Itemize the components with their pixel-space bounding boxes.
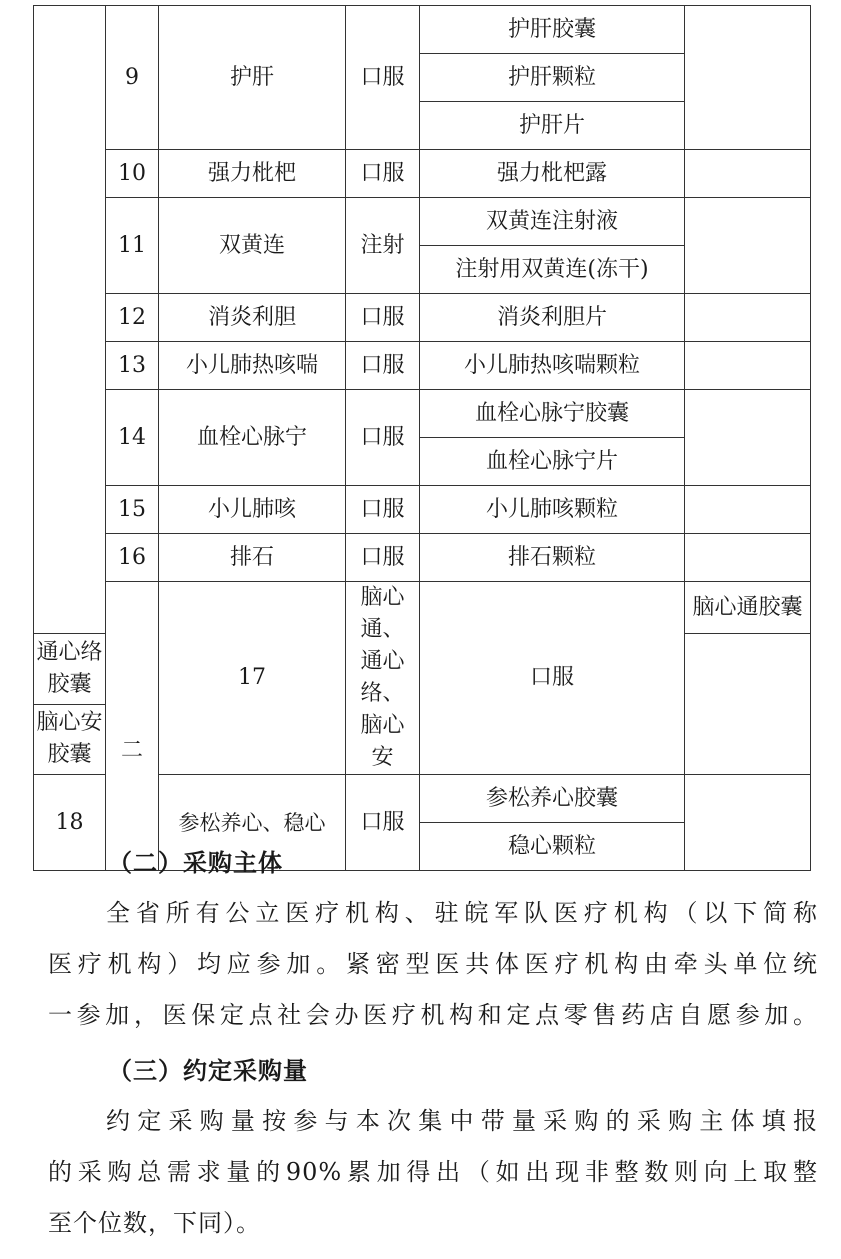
row-number: 10	[106, 150, 159, 198]
drug-name: 排石	[159, 534, 346, 582]
product-name: 血栓心脉宁片	[420, 438, 685, 486]
table-row	[34, 342, 811, 390]
product-name: 通心络胶囊	[34, 634, 106, 704]
product-name: 小儿肺热咳喘颗粒	[420, 342, 685, 390]
remark-cell	[685, 486, 811, 534]
product-name: 护肝颗粒	[420, 54, 685, 102]
route: 口服	[346, 534, 420, 582]
paragraph-purchasers	[48, 888, 818, 1041]
route: 口服	[420, 582, 685, 775]
remark-cell	[685, 534, 811, 582]
remark-cell	[685, 6, 811, 150]
drug-name: 消炎利胆	[159, 294, 346, 342]
row-number: 15	[106, 486, 159, 534]
row-number: 14	[106, 390, 159, 486]
table-row	[34, 294, 811, 342]
paragraph-line: 全省所有公立医疗机构、驻皖军队医疗机构（以下简称	[106, 899, 818, 927]
row-number: 9	[106, 6, 159, 150]
drug-table	[33, 5, 811, 871]
paragraph-volume	[48, 1096, 818, 1249]
drug-name: 双黄连	[159, 198, 346, 294]
section-heading-volume: （三）约定采购量	[108, 1057, 308, 1085]
route: 口服	[346, 486, 420, 534]
remark-cell	[685, 390, 811, 486]
row-number: 18	[34, 775, 106, 871]
section-heading-purchasers: （二）采购主体	[108, 849, 283, 877]
drug-name: 强力枇杷	[159, 150, 346, 198]
product-name: 脑心安胶囊	[34, 704, 106, 775]
row-number: 17	[159, 582, 346, 775]
route: 口服	[346, 775, 420, 871]
route: 口服	[346, 342, 420, 390]
group-label: 二	[106, 582, 159, 871]
row-number: 11	[106, 198, 159, 294]
product-name: 注射用双黄连(冻干)	[420, 246, 685, 294]
product-name: 排石颗粒	[420, 534, 685, 582]
product-name: 强力枇杷露	[420, 150, 685, 198]
table-row	[34, 150, 811, 198]
product-name: 小儿肺咳颗粒	[420, 486, 685, 534]
table-row	[34, 534, 811, 582]
paragraph-line: 的采购总需求量的90%累加得出（如出现非整数则向上取整	[48, 1158, 818, 1186]
product-name: 双黄连注射液	[420, 198, 685, 246]
product-name: 血栓心脉宁胶囊	[420, 390, 685, 438]
table-row	[34, 390, 811, 438]
remark-cell	[685, 150, 811, 198]
drug-name: 小儿肺热咳喘	[159, 342, 346, 390]
drug-name: 参松养心、稳心	[159, 775, 346, 871]
table-row	[34, 486, 811, 534]
paragraph-line: 至个位数，下同）。	[48, 1209, 261, 1237]
product-name: 稳心颗粒	[420, 823, 685, 871]
paragraph-line: 约定采购量按参与本次集中带量采购的采购主体填报	[106, 1107, 818, 1135]
table-row	[34, 198, 811, 246]
product-name: 护肝片	[420, 102, 685, 150]
product-name: 参松养心胶囊	[420, 775, 685, 823]
paragraph-line: 医疗机构）均应参加。紧密型医共体医疗机构由牵头单位统	[48, 950, 818, 978]
product-name: 消炎利胆片	[420, 294, 685, 342]
drug-name: 血栓心脉宁	[159, 390, 346, 486]
row-number: 16	[106, 534, 159, 582]
paragraph-line: 一参加，医保定点社会办医疗机构和定点零售药店自愿参加。	[48, 1001, 818, 1029]
remark-cell	[685, 198, 811, 294]
drug-name: 小儿肺咳	[159, 486, 346, 534]
route: 注射	[346, 198, 420, 294]
group-cell-one	[34, 6, 106, 634]
drug-name: 脑心通、通心络、脑心安	[346, 582, 420, 775]
row-number: 12	[106, 294, 159, 342]
route: 口服	[346, 6, 420, 150]
product-name: 护肝胶囊	[420, 6, 685, 54]
route: 口服	[346, 294, 420, 342]
remark-cell	[685, 342, 811, 390]
remark-cell	[685, 294, 811, 342]
drug-name: 护肝	[159, 6, 346, 150]
product-name: 脑心通胶囊	[685, 582, 811, 634]
route: 口服	[346, 150, 420, 198]
table-row	[34, 582, 811, 634]
row-number: 13	[106, 342, 159, 390]
table-row	[34, 6, 811, 54]
route: 口服	[346, 390, 420, 486]
